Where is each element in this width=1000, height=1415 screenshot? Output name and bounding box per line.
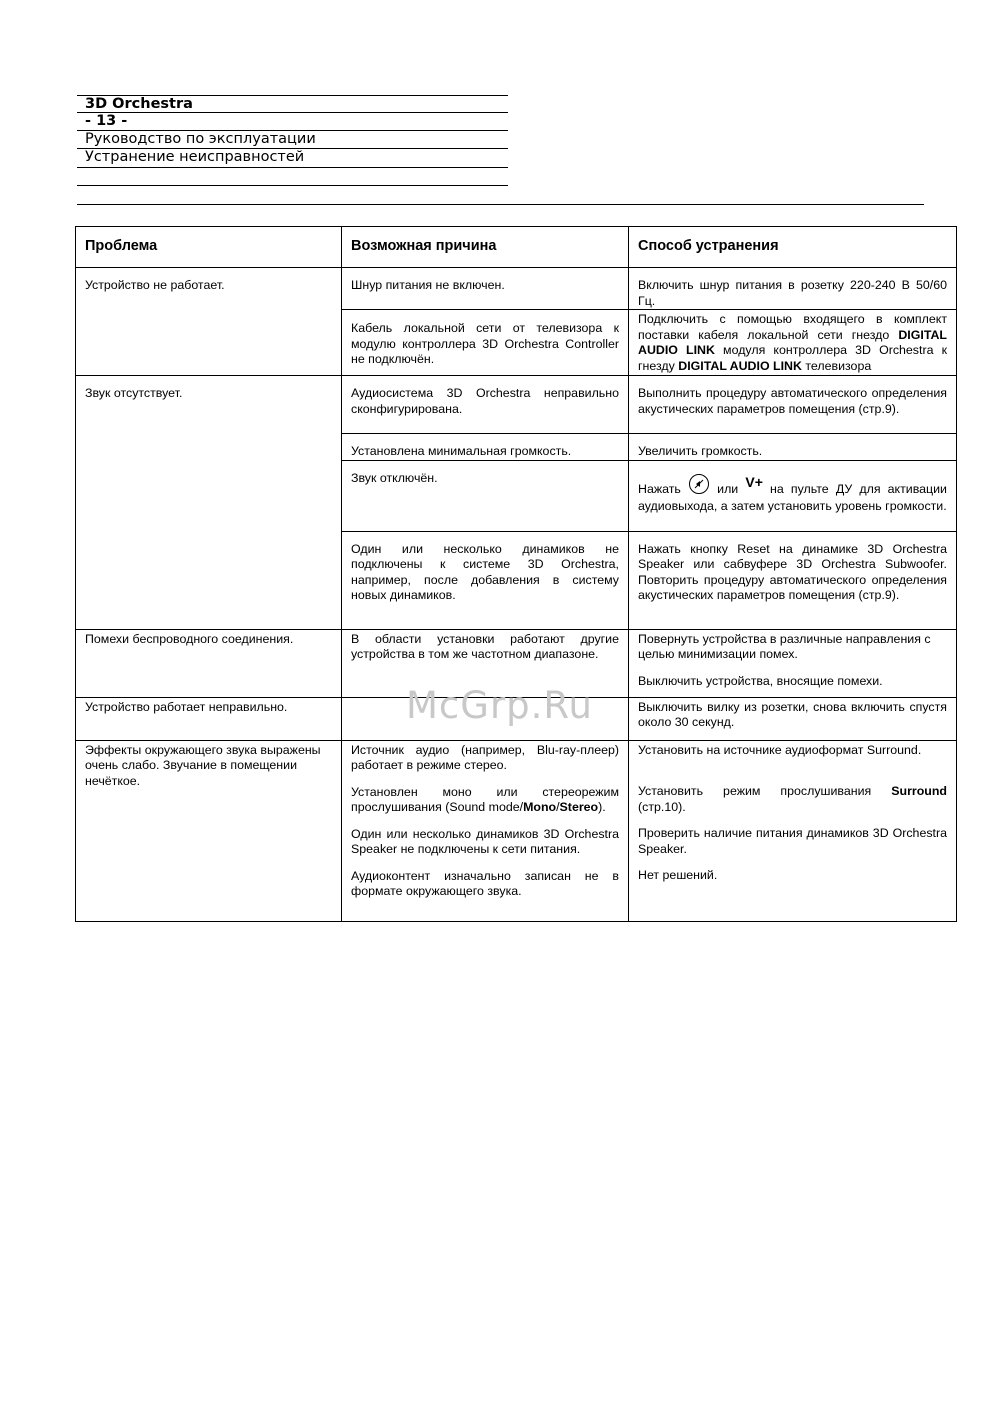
fix-cell: Нажать кнопку Reset на динамике 3D Orchestra Speaker или сабвуфере 3D Orchestra Subwoofer. Повторить процедуру автоматического определения акустических параметров помещения (стр.9). <box>629 531 957 629</box>
fix-cell: Повернуть устройства в различные направления с целью минимизации помех. Выключить устройства, вносящие помехи. <box>629 629 957 697</box>
column-header-problem: Проблема <box>76 227 342 268</box>
product-title: 3D Orchestra <box>77 95 508 113</box>
fix-cell: Включить шнур питания в розетку 220-240 В 50/60 Гц. <box>629 268 957 310</box>
cause-cell: Звук отключён. <box>342 460 629 531</box>
cause-cell: Источник аудио (например, Blu-ray-плеер) работает в режиме стерео. Установлен моно или стереорежим прослушивания (Sound mode/Mono/Stereo). Один или несколько динамиков 3D Orchestra Speaker не подключены к сети питания. Аудиоконтент изначально записан не в формате окружающего звука. <box>342 740 629 921</box>
cause-cell: Аудиосистема 3D Orchestra неправильно сконфигурирована. <box>342 376 629 434</box>
problem-cell: Помехи беспроводного соединения. <box>76 629 342 697</box>
fix-cell: Выполнить процедуру автоматического определения акустических параметров помещения (стр.9). <box>629 376 957 434</box>
header-empty-row <box>77 168 508 186</box>
mute-icon <box>688 473 710 500</box>
problem-cell: Звук отсутствует. <box>76 376 342 630</box>
column-header-cause: Возможная причина <box>342 227 629 268</box>
header-divider <box>77 204 924 205</box>
table-header-row <box>76 227 957 268</box>
troubleshooting-table <box>75 226 957 922</box>
fix-cell: Установить на источнике аудиоформат Surround. Установить режим прослушивания Surround (стр.10). Проверить наличие питания динамиков 3D Orchestra Speaker. Нет решений. <box>629 740 957 921</box>
page-number: - 13 - <box>77 113 508 131</box>
section-title: Устранение неисправностей <box>77 149 508 168</box>
fix-cell: Подключить с помощью входящего в комплект поставки кабеля локальной сети гнездо DIGITAL AUDIO LINK модуля контроллера 3D Orchestra к гнезду DIGITAL AUDIO LINK телевизора <box>629 310 957 376</box>
problem-cell: Устройство работает неправильно. <box>76 697 342 740</box>
problem-cell: Устройство не работает. <box>76 268 342 376</box>
table-row <box>76 268 957 310</box>
fix-cell: Нажать или V+ на пульте ДУ для активации аудиовыхода, а затем установить уровень громкости. <box>629 460 957 531</box>
watermark: McGrp.Ru <box>406 684 593 727</box>
fix-cell: Увеличить громкость. <box>629 434 957 461</box>
fix-cell: Выключить вилку из розетки, снова включить спустя около 30 секунд. <box>629 697 957 740</box>
cause-cell: Один или несколько динамиков не подключены к системе 3D Orchestra, например, после добавления в систему новых динамиков. <box>342 531 629 629</box>
cause-cell: В области установки работают другие устройства в том же частотном диапазоне. <box>342 629 629 697</box>
table-row <box>76 376 957 434</box>
cause-cell: Кабель локальной сети от телевизора к модулю контроллера 3D Orchestra Controller не подключён. <box>342 310 629 376</box>
volume-up-icon: V+ <box>745 473 763 490</box>
problem-cell: Эффекты окружающего звука выражены очень слабо. Звучание в помещении нечёткое. <box>76 740 342 921</box>
cause-cell: Установлена минимальная громкость. <box>342 434 629 461</box>
cause-cell: Шнур питания не включен. <box>342 268 629 310</box>
table-row <box>76 740 957 921</box>
column-header-fix: Способ устранения <box>629 227 957 268</box>
manual-title: Руководство по эксплуатации <box>77 131 508 149</box>
